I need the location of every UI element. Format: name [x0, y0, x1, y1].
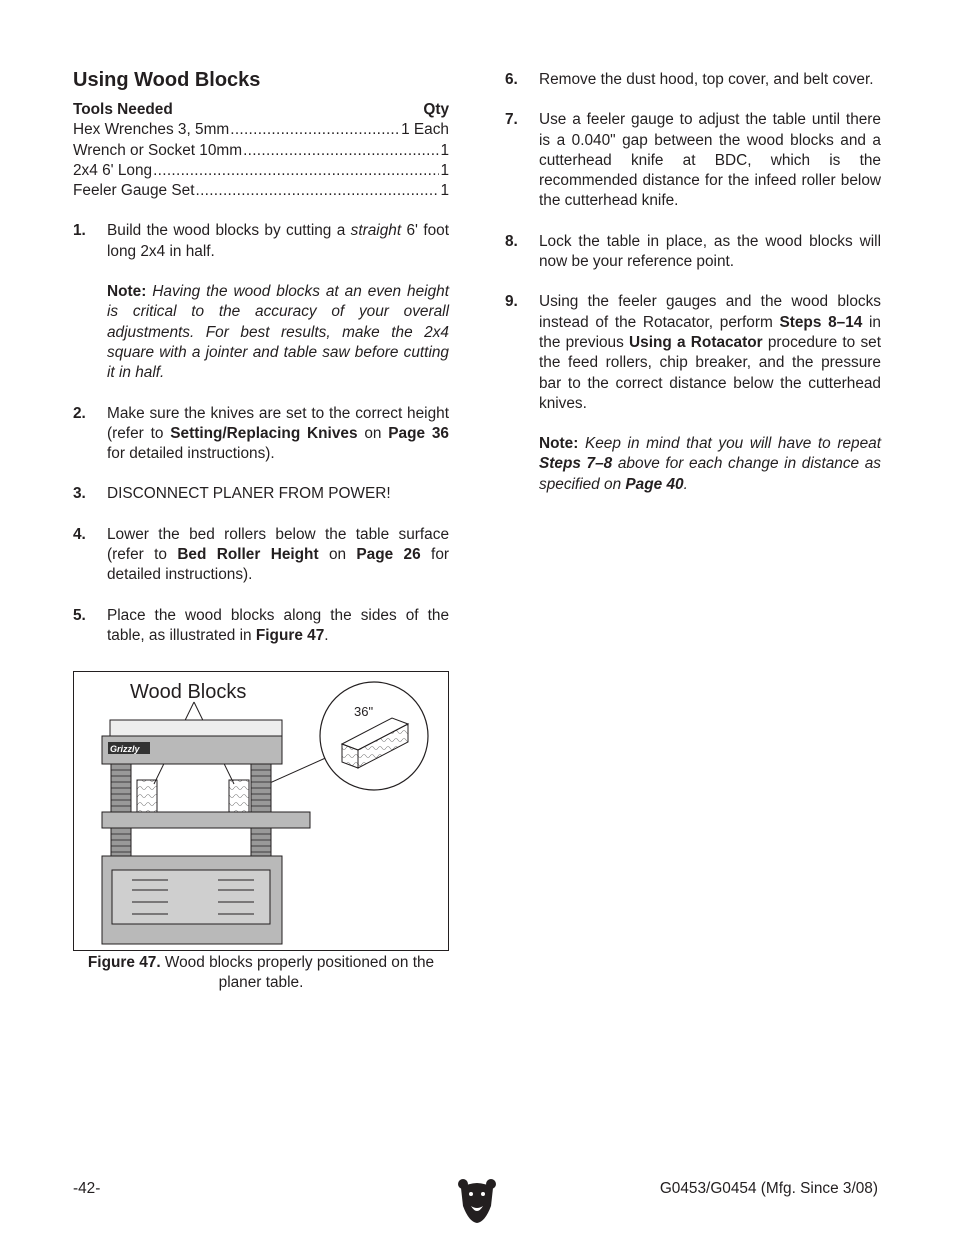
left-column: [73, 66, 449, 666]
caption-text: Wood blocks properly positioned on the planer table.: [160, 954, 435, 992]
figure-caption: [73, 953, 449, 994]
step-number: 6.: [505, 71, 518, 88]
leader-dots: [153, 161, 439, 181]
step-7: [505, 110, 881, 211]
step-text: DISCONNECT PLANER FROM POWER!: [107, 485, 391, 503]
step-5: [73, 606, 449, 647]
step-text: Lock the table in place, as the wood blocks will now be your reference point.: [539, 232, 881, 271]
dimension-label: 36": [354, 704, 374, 719]
cross-reference: Using a Rotacator: [629, 333, 763, 351]
step-1: [73, 221, 449, 383]
steps-reference: Steps 7–8: [539, 455, 613, 473]
tool-row: [73, 141, 449, 161]
step-body: [539, 70, 881, 90]
figure-reference: Figure 47: [255, 626, 325, 644]
step-text: Remove the dust hood, top cover, and belt cover.: [539, 71, 874, 88]
step-body: [107, 525, 449, 586]
step-body: [539, 292, 881, 495]
step-text: in the previous: [539, 313, 881, 351]
step-body: [107, 404, 449, 465]
step-1-note: [107, 282, 449, 383]
step-body: [539, 232, 881, 273]
note-text: Keep in mind that you will have to repeat: [578, 435, 881, 453]
note-text: .: [683, 475, 688, 493]
step-text: Build the wood blocks by cutting a: [107, 222, 351, 240]
tool-name: Feeler Gauge Set: [73, 182, 195, 200]
step-8: [505, 232, 881, 273]
step-text: procedure to set the feed rollers, chip breaker, and the pressure bar to the correct distance below the cutterhead knives.: [539, 333, 881, 412]
steps-list-right: [505, 70, 881, 495]
step-body: [107, 606, 449, 647]
page-reference: Page 36: [388, 424, 449, 442]
right-column: [505, 66, 881, 515]
top-rail: [110, 720, 282, 736]
step-3: [73, 484, 449, 504]
note-label: Note:: [539, 435, 579, 453]
step-body: [107, 221, 449, 383]
step-9: [505, 292, 881, 495]
page-number: -42-: [73, 1180, 101, 1197]
step-text: on: [357, 424, 389, 442]
step-number: 1.: [73, 222, 86, 240]
column-springs-lower: [111, 828, 271, 856]
caption-label: Figure 47.: [87, 954, 161, 971]
leader-dots: [230, 120, 400, 140]
leader-dots: [243, 141, 439, 161]
step-text: on: [318, 546, 357, 564]
planer-illustration: [74, 672, 448, 950]
tool-name: Wrench or Socket 10mm: [73, 141, 243, 159]
note-text: above for each change in distance as specified on: [539, 455, 881, 493]
wood-block-right: [229, 780, 249, 812]
step-body: [539, 110, 881, 211]
step-text: Using the feeler gauges and the wood blocks instead of the Rotacator, perform: [539, 293, 881, 331]
leader-dots: [196, 181, 440, 201]
step-body: [107, 484, 449, 504]
step-number: 3.: [73, 485, 86, 503]
grizzly-brand-text: Grizzly: [110, 744, 140, 754]
cross-reference: Setting/Replacing Knives: [170, 424, 358, 442]
tool-qty: 1: [440, 161, 449, 179]
step-text: .: [324, 626, 329, 644]
step-2: [73, 404, 449, 465]
step-text: Use a feeler gauge to adjust the table until there is a 0.040" gap between the wood blocks and a cutterhead knife at BDC, which is the recommended distance for the infeed roller below the cutterhead knife.: [539, 111, 881, 210]
step-6: [505, 70, 881, 90]
tools-header-label: Tools Needed: [73, 101, 173, 118]
tool-qty: 1: [440, 182, 449, 200]
wood-block-left: [137, 780, 157, 812]
steps-list-left: [73, 221, 449, 646]
tool-qty: 1: [440, 141, 449, 159]
step-number: 8.: [505, 232, 518, 250]
step-number: 7.: [505, 111, 518, 129]
page-reference: Page 40: [625, 475, 684, 493]
qty-header-label: Qty: [423, 101, 449, 118]
step-9-note: [539, 434, 881, 495]
base-panel: [112, 870, 270, 924]
tool-row: [73, 161, 449, 181]
step-text: Place the wood blocks along the sides of the table, as illustrated in: [107, 606, 449, 644]
step-number: 9.: [505, 293, 518, 311]
tool-name: 2x4 6' Long: [73, 161, 153, 179]
figure-47: [73, 671, 449, 951]
step-number: 4.: [73, 525, 86, 543]
tool-row: [73, 181, 449, 201]
section-title: Using Wood Blocks: [73, 69, 261, 91]
steps-reference: Steps 8–14: [779, 313, 863, 331]
planer-table: [102, 812, 310, 828]
page-reference: Page 26: [356, 546, 421, 564]
note-label: Note:: [107, 283, 147, 301]
step-text: for detailed instructions).: [107, 445, 275, 463]
tool-name: Hex Wrenches 3, 5mm: [73, 121, 230, 139]
step-emphasis: straight: [350, 222, 402, 240]
step-4: [73, 525, 449, 586]
step-number: 2.: [73, 404, 86, 422]
step-number: 5.: [73, 606, 86, 624]
model-info: G0453/G0454 (Mfg. Since 3/08): [659, 1180, 878, 1197]
tool-row: [73, 120, 449, 140]
tools-header: [73, 100, 449, 120]
step-text: Make sure the knives are set to the correct height (refer to: [107, 404, 449, 442]
step-text: for detailed instructions).: [107, 546, 449, 584]
cross-reference: Bed Roller Height: [177, 546, 319, 564]
step-text: 6' foot long 2x4 in half.: [107, 222, 449, 260]
note-text: Having the wood blocks at an even height is critical to the accuracy of your overall adjustments. For best results, make the 2x4 square with a jointer and table saw before cutting it in half.: [107, 283, 449, 382]
grizzly-bear-logo-icon: [457, 1176, 497, 1224]
tool-qty: 1 Each: [401, 121, 449, 139]
step-text: Lower the bed rollers below the table surface (refer to: [107, 525, 449, 564]
wood-blocks-label: Wood Blocks: [130, 681, 247, 703]
